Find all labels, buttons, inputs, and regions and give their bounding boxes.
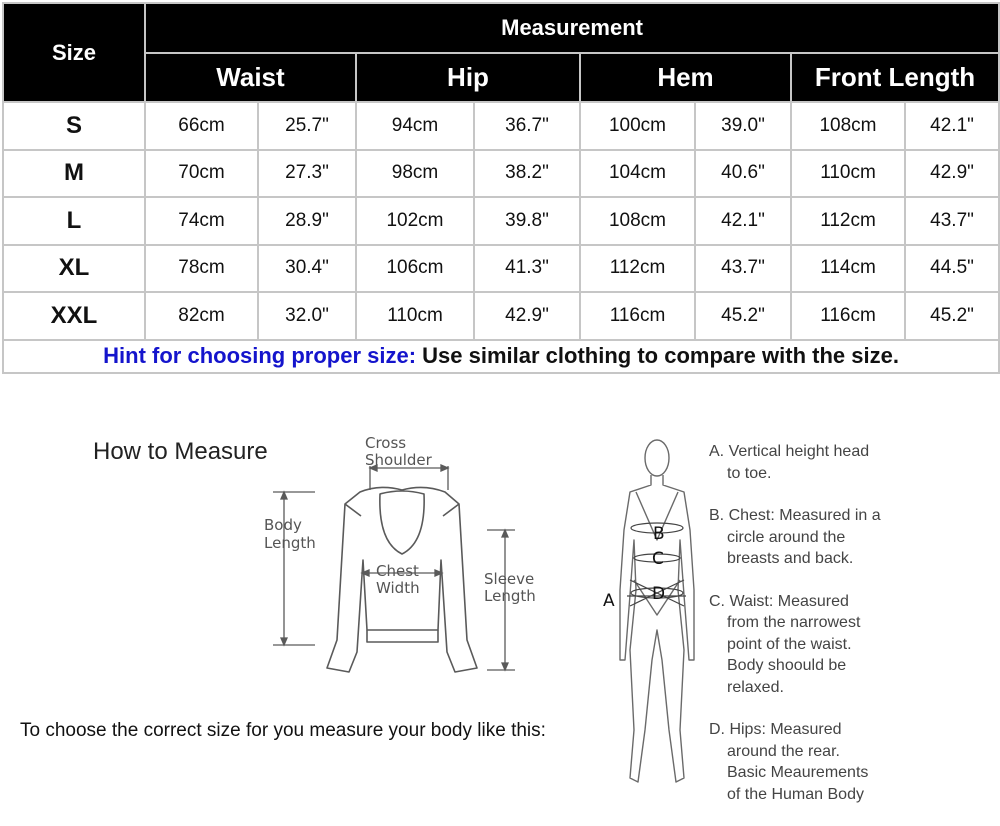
table-cell: 108cm [581, 198, 694, 244]
size-label: XL [4, 246, 144, 292]
legend-line: Body shoould be [727, 657, 847, 674]
table-cell: 36.7" [475, 103, 579, 149]
legend-line: of the Human Body [727, 785, 864, 803]
table-cell: 74cm [146, 198, 257, 244]
legend-item-c [709, 591, 999, 699]
table-cell: 27.3" [259, 151, 355, 197]
table-cell: 114cm [792, 246, 904, 292]
body-label-d: D [652, 584, 666, 604]
table-cell: 45.2" [906, 293, 998, 339]
table-cell: 102cm [357, 198, 473, 244]
table-cell: 66cm [146, 103, 257, 149]
table-cell: 94cm [357, 103, 473, 149]
table-cell: 106cm [357, 246, 473, 292]
table-cell: 110cm [792, 151, 904, 197]
table-cell: 42.9" [475, 293, 579, 339]
measurement-header: Measurement [146, 4, 998, 52]
table-row [4, 198, 998, 244]
hint-label: Hint for choosing proper size: [103, 343, 417, 369]
column-header-front-length: Front Length [792, 54, 998, 102]
table-cell: 112cm [792, 198, 904, 244]
table-cell: 78cm [146, 246, 257, 292]
hint-text: Use similar clothing to compare with the size. [416, 343, 899, 369]
table-cell: 45.2" [696, 293, 790, 339]
cross-shoulder-label-1: Cross [365, 434, 407, 452]
body-length-label-2: Length [264, 534, 316, 552]
legend-item-d [709, 719, 999, 805]
table-cell: 110cm [357, 293, 473, 339]
measurement-legend [709, 441, 999, 826]
size-label: XXL [4, 293, 144, 339]
table-cell: 116cm [581, 293, 694, 339]
table-cell: 43.7" [906, 198, 998, 244]
chest-width-label-1: Chest [376, 562, 419, 580]
body-label-b: B [653, 524, 665, 544]
legend-item-a [709, 441, 999, 484]
body-figure-diagram [590, 430, 705, 800]
table-row [4, 246, 998, 292]
legend-line: from the narrowest [727, 614, 861, 631]
table-cell: 100cm [581, 103, 694, 149]
table-cell: 42.9" [906, 151, 998, 197]
body-length-label-1: Body [264, 516, 302, 534]
legend-line: circle around the [727, 528, 846, 546]
table-cell: 108cm [792, 103, 904, 149]
size-label: S [4, 103, 144, 149]
garment-measure-diagram [255, 430, 555, 680]
table-cell: 39.0" [696, 103, 790, 149]
legend-line: C. Waist: Measured [709, 592, 849, 610]
table-cell: 28.9" [259, 198, 355, 244]
chest-width-label-2: Width [376, 579, 420, 597]
size-header: Size [4, 4, 144, 101]
body-outline [620, 440, 694, 782]
table-cell: 38.2" [475, 151, 579, 197]
table-row [4, 293, 998, 339]
column-header-waist: Waist [146, 54, 355, 102]
table-cell: 43.7" [696, 246, 790, 292]
table-cell: 82cm [146, 293, 257, 339]
legend-line: to toe. [727, 464, 772, 482]
column-header-hem: Hem [581, 54, 790, 102]
table-cell: 25.7" [259, 103, 355, 149]
legend-item-b [709, 505, 999, 570]
table-cell: 104cm [581, 151, 694, 197]
legend-line: point of the waist. [727, 635, 852, 653]
body-label-c: C [652, 549, 664, 569]
body-label-a: A [603, 591, 615, 611]
table-cell: 112cm [581, 246, 694, 292]
how-to-measure-title: How to Measure [93, 438, 268, 465]
table-cell: 41.3" [475, 246, 579, 292]
legend-line: breasts and back. [727, 550, 854, 567]
table-cell: 32.0" [259, 293, 355, 339]
measure-instruction: To choose the correct size for you measure your body like this: [20, 720, 546, 741]
legend-line: A. Vertical height head [709, 443, 870, 460]
legend-line: around the rear. [727, 742, 840, 760]
table-cell: 40.6" [696, 151, 790, 197]
size-label: L [4, 198, 144, 244]
size-chart-table [2, 2, 1000, 374]
sleeve-length-label-1: Sleeve [484, 570, 535, 588]
table-cell: 30.4" [259, 246, 355, 292]
table-cell: 98cm [357, 151, 473, 197]
sleeve-length-label-2: Length [484, 587, 536, 605]
legend-line: B. Chest: Measured in a [709, 507, 881, 524]
table-cell: 116cm [792, 293, 904, 339]
table-cell: 70cm [146, 151, 257, 197]
size-label: M [4, 151, 144, 197]
size-hint [4, 341, 998, 372]
table-row [4, 103, 998, 149]
table-cell: 42.1" [696, 198, 790, 244]
table-cell: 39.8" [475, 198, 579, 244]
legend-line: relaxed. [727, 678, 784, 696]
column-header-hip: Hip [357, 54, 579, 102]
table-cell: 42.1" [906, 103, 998, 149]
table-row [4, 151, 998, 197]
legend-line: D. Hips: Measured [709, 721, 842, 738]
cross-shoulder-label-2: Shoulder [365, 451, 432, 469]
table-cell: 44.5" [906, 246, 998, 292]
legend-line: Basic Meaurements [727, 764, 869, 781]
